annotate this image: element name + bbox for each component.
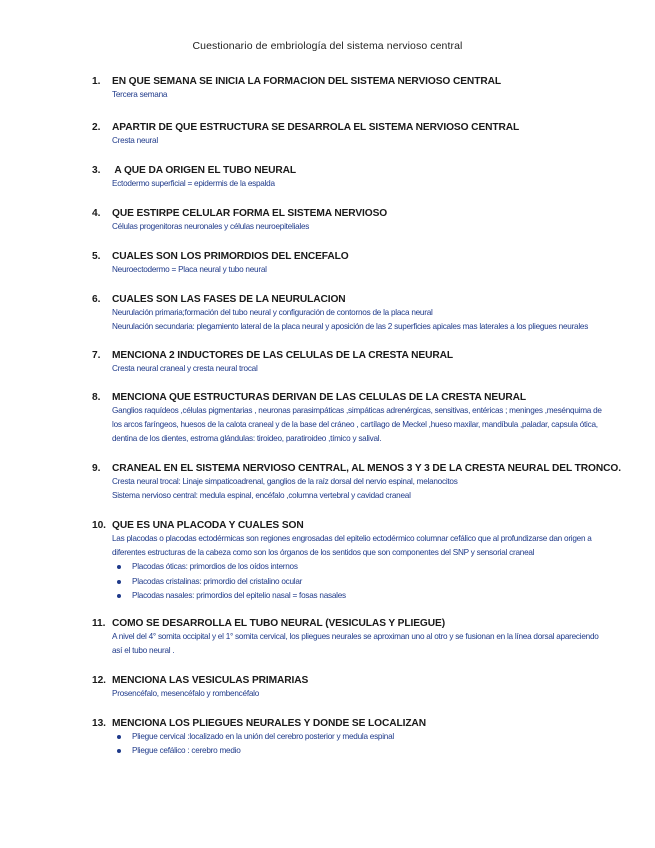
question-8 — [92, 392, 612, 447]
list-item: Placodas nasales: primordios del epitelio nasal = fosas nasales — [112, 589, 612, 603]
answer — [112, 730, 612, 758]
question-heading: 1. EN QUE SEMANA SE INICIA LA FORMACION DEL SISTEMA NERVIOSO CENTRAL — [92, 76, 501, 87]
question-12 — [92, 675, 612, 701]
page-title: Cuestionario de embriología del sistema nervioso central — [192, 40, 463, 52]
list-item: Pliegue cefálico : cerebro medio — [112, 744, 612, 758]
answer: Cresta neural — [112, 136, 158, 145]
answer: Las placodas o placodas ectodérmicas son regiones engrosadas del epitelio ectodérmico columnar cefálico que al profundizarse dan origen a diferentes estructuras de la cabeza como son los órganos de los sentidos que son componentes del SNP y sensorial craneal Placodas óticas: primordios de los oídos internos Placodas cristalinas: primordio del cristalino ocular Placodas nasales: primordios del epitelio nasal = fosas nasales — [112, 532, 612, 603]
answer: Ectodermo superficial = epidermis de la espalda — [112, 179, 275, 188]
question-9 — [92, 463, 621, 503]
question-heading: 7. MENCIONA 2 INDUCTORES DE LAS CELULAS DE LA CRESTA NEURAL — [92, 350, 453, 361]
bullet-icon — [117, 594, 121, 598]
question-2 — [92, 122, 612, 148]
answer: Neuroectodermo = Placa neural y tubo neural — [112, 265, 267, 274]
question-11 — [92, 618, 612, 658]
question-heading: 4. QUE ESTIRPE CELULAR FORMA EL SISTEMA NERVIOSO — [92, 208, 388, 219]
question-heading: 6. CUALES SON LAS FASES DE LA NEURULACION — [92, 294, 346, 305]
question-heading: 2. APARTIR DE QUE ESTRUCTURA SE DESARROLA EL SISTEMA NERVIOSO CENTRAL — [92, 122, 520, 133]
answer: Tercera semana — [112, 90, 168, 99]
list-item: Pliegue cervical :localizado en la unión del cerebro posterior y medula espinal — [112, 730, 612, 744]
question-heading: 11. COMO SE DESARROLLA EL TUBO NEURAL (VESICULAS Y PLIEGUE) — [92, 618, 445, 629]
question-heading: 10. QUE ES UNA PLACODA Y CUALES SON — [92, 520, 304, 531]
answer: A nivel del 4° somita occipital y el 1° somita cervical, los pliegues neurales se aproximan uno al otro y se fusionan en la línea dorsal apareciendo así el tubo neural . — [112, 632, 599, 656]
question-13 — [92, 718, 612, 758]
question-1 — [92, 76, 612, 102]
question-7 — [92, 350, 612, 376]
bullet-icon — [117, 565, 121, 569]
question-heading: 3. A QUE DA ORIGEN EL TUBO NEURAL — [92, 165, 297, 176]
question-3 — [92, 165, 612, 191]
question-heading: 12. MENCIONA LAS VESICULAS PRIMARIAS — [92, 675, 309, 686]
answer: Cresta neural craneal y cresta neural trocal — [112, 364, 258, 373]
question-heading: 5. CUALES SON LOS PRIMORDIOS DEL ENCEFALO — [92, 251, 349, 262]
answer: Células progenitoras neuronales y células neuroepiteliales — [112, 222, 310, 231]
bullet-icon — [117, 749, 121, 753]
question-heading: 9. CRANEAL EN EL SISTEMA NERVIOSO CENTRAL, AL MENOS 3 Y 3 DE LA CRESTA NEURAL DEL TRONCO. — [92, 463, 621, 474]
list-item: Placodas cristalinas: primordio del cristalino ocular — [112, 575, 612, 589]
question-10 — [92, 520, 612, 603]
answer: Prosencéfalo, mesencéfalo y rombencéfalo — [112, 689, 260, 698]
question-4 — [92, 208, 612, 234]
question-heading: 8. MENCIONA QUE ESTRUCTURAS DERIVAN DE LAS CELULAS DE LA CRESTA NEURAL — [92, 392, 527, 403]
bullet-icon — [117, 735, 121, 739]
bullet-icon — [117, 580, 121, 584]
answer: Cresta neural trocal: Linaje simpaticoadrenal, ganglios de la raíz dorsal del nervio espinal, melanocitos Sistema nervioso central: medula espinal, encéfalo ,columna vertebral y cavidad craneal — [112, 477, 458, 501]
question-heading: 13. MENCIONA LOS PLIEGUES NEURALES Y DONDE SE LOCALIZAN — [92, 718, 426, 729]
question-5 — [92, 251, 612, 277]
list-item: Placodas óticas: primordios de los oídos internos — [112, 560, 612, 574]
answer: Ganglios raquídeos ,células pigmentarias , neuronas parasimpáticas ,simpáticas adrenérgicas, sensitivas, entéricas ; meninges ,mesénquima de los arcos faríngeos, huesos de la calota craneal y de la base del cráneo , cartílago de Meckel ,hueso maxilar, mandíbula ,paladar, capsula ótica, dentina de los dientes, estroma glándulas: tiroideo, paratiroideo ,tímico y salival. — [112, 406, 602, 444]
bullet-list — [112, 730, 612, 758]
bullet-list — [112, 560, 612, 603]
answer: Neurulación primaria;formación del tubo neural y configuración de contornos de la placa neural Neurulación secundaria: plegamiento lateral de la placa neural y aposición de las 2 superficies apicales mas laterales a los pliegues neurales — [112, 308, 589, 332]
question-6 — [92, 294, 612, 334]
